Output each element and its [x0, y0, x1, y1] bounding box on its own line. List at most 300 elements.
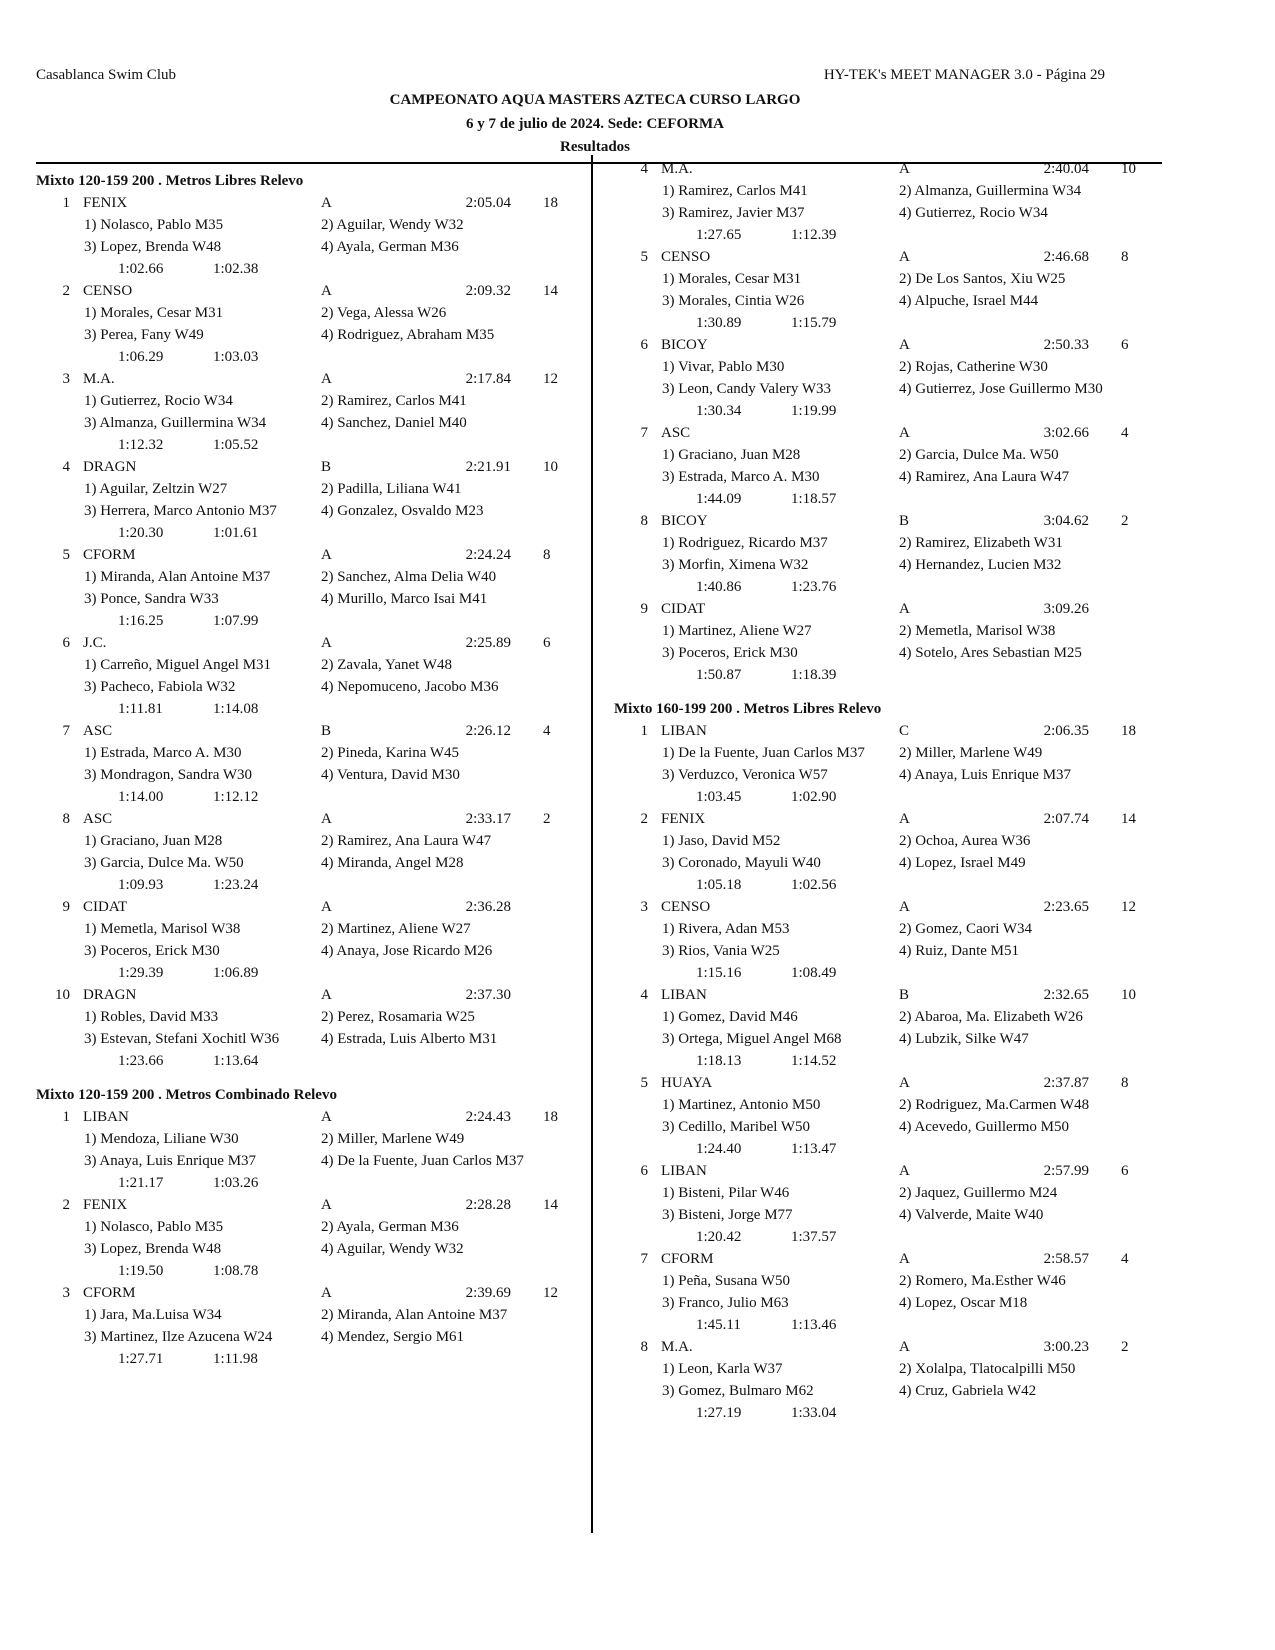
result-entry — [36, 368, 596, 456]
relay-letter: A — [899, 1251, 910, 1267]
final-time: 2:09.32 — [465, 283, 511, 299]
final-time: 2:58.57 — [1043, 1251, 1089, 1267]
points: 12 — [543, 1285, 558, 1301]
team-name: ASC — [83, 811, 113, 827]
points: 10 — [543, 459, 558, 475]
swimmer: 4) Ruiz, Dante M51 — [899, 943, 1019, 959]
relay-letter: A — [321, 1285, 332, 1301]
swimmer: 1) Peña, Susana W50 — [662, 1273, 791, 1289]
team-name: DRAGN — [83, 987, 137, 1003]
place: 2 — [62, 283, 70, 299]
place: 3 — [640, 899, 648, 915]
event-title: Mixto 120-159 200 . Metros Libres Relevo — [36, 173, 304, 189]
swimmer: 1) Miranda, Alan Antoine M37 — [84, 569, 271, 585]
result-entry — [614, 1160, 1174, 1248]
result-entry — [36, 984, 596, 1072]
relay-letter: A — [899, 601, 910, 617]
swimmer: 3) Bisteni, Jorge M77 — [662, 1207, 793, 1223]
relay-letter: A — [321, 1109, 332, 1125]
place: 4 — [62, 459, 70, 475]
split-time: 1:06.29 — [118, 349, 164, 365]
team-name: FENIX — [661, 811, 706, 827]
split-time: 1:15.79 — [791, 315, 837, 331]
place: 9 — [62, 899, 70, 915]
swimmer: 4) Gonzalez, Osvaldo M23 — [321, 503, 484, 519]
result-entry — [614, 334, 1174, 422]
points: 14 — [543, 283, 558, 299]
result-entry — [36, 1194, 596, 1282]
swimmer: 3) Rios, Vania W25 — [662, 943, 780, 959]
result-entry — [614, 1248, 1174, 1336]
swimmer: 2) Abaroa, Ma. Elizabeth W26 — [899, 1009, 1083, 1025]
place: 1 — [62, 1109, 70, 1125]
final-time: 2:26.12 — [465, 723, 511, 739]
split-time: 1:24.40 — [696, 1141, 742, 1157]
club-name: Casablanca Swim Club — [36, 67, 176, 83]
result-entry — [36, 896, 596, 984]
team-name: BICOY — [661, 337, 708, 353]
points: 12 — [1121, 899, 1136, 915]
points: 2 — [1121, 1339, 1129, 1355]
swimmer: 2) Padilla, Liliana W41 — [321, 481, 462, 497]
points: 4 — [1121, 1251, 1129, 1267]
team-name: LIBAN — [661, 723, 707, 739]
relay-letter: A — [899, 899, 910, 915]
swimmer: 3) Lopez, Brenda W48 — [84, 1241, 222, 1257]
result-entry — [36, 544, 596, 632]
split-time: 1:03.26 — [213, 1175, 259, 1191]
swimmer: 3) Almanza, Guillermina W34 — [84, 415, 267, 431]
split-time: 1:09.93 — [118, 877, 164, 893]
swimmer: 2) Pineda, Karina W45 — [321, 745, 460, 761]
points: 18 — [543, 195, 558, 211]
result-entry — [614, 896, 1174, 984]
relay-letter: A — [321, 635, 332, 651]
final-time: 2:32.65 — [1043, 987, 1089, 1003]
relay-letter: A — [899, 337, 910, 353]
swimmer: 3) Pacheco, Fabiola W32 — [84, 679, 236, 695]
split-time: 1:13.47 — [791, 1141, 837, 1157]
points: 10 — [1121, 987, 1136, 1003]
final-time: 3:00.23 — [1043, 1339, 1089, 1355]
swimmer: 1) Gomez, David M46 — [662, 1009, 798, 1025]
split-time: 1:02.66 — [118, 261, 164, 277]
swimmer: 4) Lopez, Israel M49 — [899, 855, 1026, 871]
final-time: 2:37.87 — [1043, 1075, 1089, 1091]
swimmer: 4) Ventura, David M30 — [321, 767, 460, 783]
relay-letter: A — [321, 283, 332, 299]
place: 6 — [62, 635, 70, 651]
final-time: 2:24.24 — [465, 547, 511, 563]
swimmer: 2) Ramirez, Carlos M41 — [321, 393, 467, 409]
team-name: FENIX — [83, 195, 128, 211]
place: 8 — [640, 513, 648, 529]
result-entry — [614, 984, 1174, 1072]
swimmer: 2) Ochoa, Aurea W36 — [899, 833, 1031, 849]
left-column — [36, 170, 596, 1370]
split-time: 1:30.89 — [696, 315, 742, 331]
final-time: 2:46.68 — [1043, 249, 1089, 265]
points: 4 — [1121, 425, 1129, 441]
swimmer: 4) Aguilar, Wendy W32 — [321, 1241, 464, 1257]
swimmer: 1) Rivera, Adan M53 — [662, 921, 790, 937]
split-time: 1:18.13 — [696, 1053, 742, 1069]
place: 7 — [640, 425, 648, 441]
result-entry — [36, 192, 596, 280]
points: 6 — [1121, 337, 1129, 353]
swimmer: 1) Robles, David M33 — [84, 1009, 219, 1025]
result-entry — [36, 1282, 596, 1370]
result-entry — [36, 1106, 596, 1194]
swimmer: 4) Estrada, Luis Alberto M31 — [321, 1031, 498, 1047]
relay-letter: B — [321, 459, 332, 475]
split-time: 1:27.71 — [118, 1351, 164, 1367]
team-name: M.A. — [83, 371, 115, 387]
final-time: 2:40.04 — [1043, 161, 1089, 177]
points: 8 — [1121, 249, 1129, 265]
relay-letter: A — [321, 1197, 332, 1213]
team-name: CENSO — [83, 283, 133, 299]
swimmer: 3) Perea, Fany W49 — [84, 327, 204, 343]
swimmer: 4) Acevedo, Guillermo M50 — [899, 1119, 1069, 1135]
swimmer: 2) Martinez, Aliene W27 — [321, 921, 471, 937]
place: 1 — [640, 723, 648, 739]
swimmer: 3) Coronado, Mayuli W40 — [662, 855, 821, 871]
place: 9 — [640, 601, 648, 617]
final-time: 2:24.43 — [465, 1109, 511, 1125]
place: 8 — [62, 811, 70, 827]
split-time: 1:27.65 — [696, 227, 742, 243]
final-time: 2:28.28 — [465, 1197, 511, 1213]
swimmer: 1) Bisteni, Pilar W46 — [662, 1185, 790, 1201]
points: 12 — [543, 371, 558, 387]
split-time: 1:30.34 — [696, 403, 742, 419]
swimmer: 2) Almanza, Guillermina W34 — [899, 183, 1082, 199]
swimmer: 2) Zavala, Yanet W48 — [321, 657, 452, 673]
swimmer: 4) Sanchez, Daniel M40 — [321, 415, 467, 431]
points: 2 — [543, 811, 551, 827]
split-time: 1:05.18 — [696, 877, 742, 893]
relay-letter: A — [321, 899, 332, 915]
swimmer: 3) Garcia, Dulce Ma. W50 — [84, 855, 244, 871]
split-time: 1:18.57 — [791, 491, 837, 507]
place: 4 — [640, 161, 648, 177]
points: 10 — [1121, 161, 1136, 177]
swimmer: 3) Morfin, Ximena W32 — [662, 557, 809, 573]
relay-letter: A — [321, 371, 332, 387]
split-time: 1:23.24 — [213, 877, 259, 893]
place: 1 — [62, 195, 70, 211]
place: 2 — [62, 1197, 70, 1213]
swimmer: 4) Gutierrez, Rocio W34 — [899, 205, 1048, 221]
split-time: 1:33.04 — [791, 1405, 837, 1421]
result-entry — [614, 422, 1174, 510]
final-time: 2:05.04 — [465, 195, 511, 211]
result-entry — [36, 720, 596, 808]
final-time: 2:33.17 — [465, 811, 511, 827]
team-name: CFORM — [83, 1285, 136, 1301]
split-time: 1:07.99 — [213, 613, 259, 629]
result-entry — [614, 1072, 1174, 1160]
place: 7 — [640, 1251, 648, 1267]
relay-letter: B — [899, 513, 910, 529]
swimmer: 1) Nolasco, Pablo M35 — [84, 217, 224, 233]
result-entry — [614, 720, 1174, 808]
place: 5 — [640, 249, 648, 265]
swimmer: 2) Sanchez, Alma Delia W40 — [321, 569, 497, 585]
split-time: 1:12.32 — [118, 437, 164, 453]
swimmer: 1) Morales, Cesar M31 — [84, 305, 224, 321]
result-entry — [614, 1336, 1174, 1424]
split-time: 1:18.39 — [791, 667, 837, 683]
swimmer: 3) Verduzco, Veronica W57 — [662, 767, 828, 783]
split-time: 1:40.86 — [696, 579, 742, 595]
relay-letter: A — [321, 811, 332, 827]
team-name: DRAGN — [83, 459, 137, 475]
swimmer: 4) Alpuche, Israel M44 — [899, 293, 1039, 309]
swimmer: 1) Morales, Cesar M31 — [662, 271, 802, 287]
points: 18 — [543, 1109, 558, 1125]
swimmer: 2) Miller, Marlene W49 — [899, 745, 1043, 761]
split-time: 1:20.30 — [118, 525, 164, 541]
relay-letter: A — [321, 195, 332, 211]
swimmer: 3) Anaya, Luis Enrique M37 — [84, 1153, 257, 1169]
team-name: CENSO — [661, 249, 711, 265]
swimmer: 1) De la Fuente, Juan Carlos M37 — [662, 745, 865, 761]
section-title: Resultados — [559, 139, 630, 155]
swimmer: 2) Jaquez, Guillermo M24 — [899, 1185, 1058, 1201]
relay-letter: A — [899, 425, 910, 441]
split-time: 1:20.42 — [696, 1229, 742, 1245]
split-time: 1:02.90 — [791, 789, 837, 805]
swimmer: 4) De la Fuente, Juan Carlos M37 — [321, 1153, 524, 1169]
final-time: 3:09.26 — [1043, 601, 1089, 617]
swimmer: 3) Franco, Julio M63 — [662, 1295, 789, 1311]
swimmer: 3) Lopez, Brenda W48 — [84, 239, 222, 255]
swimmer: 2) Memetla, Marisol W38 — [899, 623, 1056, 639]
swimmer: 1) Vivar, Pablo M30 — [662, 359, 785, 375]
split-time: 1:37.57 — [791, 1229, 837, 1245]
swimmer: 2) Garcia, Dulce Ma. W50 — [899, 447, 1059, 463]
split-time: 1:12.12 — [213, 789, 259, 805]
relay-letter: A — [899, 161, 910, 177]
swimmer: 4) Sotelo, Ares Sebastian M25 — [899, 645, 1082, 661]
swimmer: 3) Gomez, Bulmaro M62 — [662, 1383, 814, 1399]
swimmer: 1) Leon, Karla W37 — [662, 1361, 783, 1377]
result-entry — [36, 808, 596, 896]
swimmer: 2) Ramirez, Ana Laura W47 — [321, 833, 492, 849]
swimmer: 1) Martinez, Aliene W27 — [662, 623, 812, 639]
points: 8 — [1121, 1075, 1129, 1091]
team-name: CENSO — [661, 899, 711, 915]
swimmer: 2) Rodriguez, Ma.Carmen W48 — [899, 1097, 1090, 1113]
swimmer: 4) Ramirez, Ana Laura W47 — [899, 469, 1070, 485]
points: 4 — [543, 723, 551, 739]
split-time: 1:12.39 — [791, 227, 837, 243]
swimmer: 4) Lopez, Oscar M18 — [899, 1295, 1028, 1311]
swimmer: 4) Anaya, Luis Enrique M37 — [899, 767, 1072, 783]
result-entry — [36, 280, 596, 368]
relay-letter: A — [321, 547, 332, 563]
swimmer: 3) Poceros, Erick M30 — [662, 645, 798, 661]
swimmer: 4) Gutierrez, Jose Guillermo M30 — [899, 381, 1103, 397]
swimmer: 3) Herrera, Marco Antonio M37 — [84, 503, 277, 519]
final-time: 2:39.69 — [465, 1285, 511, 1301]
final-time: 2:25.89 — [465, 635, 511, 651]
split-time: 1:27.19 — [696, 1405, 742, 1421]
split-time: 1:15.16 — [696, 965, 742, 981]
team-name: FENIX — [83, 1197, 128, 1213]
final-time: 2:57.99 — [1043, 1163, 1089, 1179]
place: 2 — [640, 811, 648, 827]
meet-title: CAMPEONATO AQUA MASTERS AZTECA CURSO LARGO — [389, 92, 801, 108]
swimmer: 3) Poceros, Erick M30 — [84, 943, 220, 959]
swimmer: 4) Cruz, Gabriela W42 — [899, 1383, 1037, 1399]
team-name: LIBAN — [83, 1109, 129, 1125]
split-time: 1:23.76 — [791, 579, 837, 595]
swimmer: 3) Cedillo, Maribel W50 — [662, 1119, 811, 1135]
relay-letter: A — [899, 811, 910, 827]
right-column — [614, 158, 1174, 1424]
split-time: 1:19.99 — [791, 403, 837, 419]
swimmer: 3) Estrada, Marco A. M30 — [662, 469, 820, 485]
swimmer: 3) Ponce, Sandra W33 — [84, 591, 219, 607]
swimmer: 2) Vega, Alessa W26 — [321, 305, 447, 321]
swimmer: 4) Ayala, German M36 — [321, 239, 459, 255]
swimmer: 2) Miranda, Alan Antoine M37 — [321, 1307, 508, 1323]
swimmer: 1) Mendoza, Liliane W30 — [84, 1131, 239, 1147]
swimmer: 1) Ramirez, Carlos M41 — [662, 183, 808, 199]
swimmer: 1) Nolasco, Pablo M35 — [84, 1219, 224, 1235]
team-name: M.A. — [661, 161, 693, 177]
split-time: 1:03.45 — [696, 789, 742, 805]
meet-dates: 6 y 7 de julio de 2024. Sede: CEFORMA — [466, 116, 724, 132]
result-entry — [614, 808, 1174, 896]
swimmer: 2) Romero, Ma.Esther W46 — [899, 1273, 1066, 1289]
event-title: Mixto 160-199 200 . Metros Libres Relevo — [614, 701, 882, 717]
place: 3 — [62, 371, 70, 387]
event-title: Mixto 120-159 200 . Metros Combinado Relevo — [36, 1087, 337, 1103]
split-time: 1:02.56 — [791, 877, 837, 893]
relay-letter: A — [899, 1339, 910, 1355]
team-name: J.C. — [83, 635, 107, 651]
swimmer: 1) Aguilar, Zeltzin W27 — [84, 481, 228, 497]
swimmer: 1) Graciano, Juan M28 — [84, 833, 223, 849]
points: 18 — [1121, 723, 1136, 739]
team-name: CIDAT — [661, 601, 706, 617]
relay-letter: A — [899, 1075, 910, 1091]
swimmer: 4) Mendez, Sergio M61 — [321, 1329, 465, 1345]
split-time: 1:50.87 — [696, 667, 742, 683]
swimmer: 3) Ortega, Miguel Angel M68 — [662, 1031, 842, 1047]
swimmer: 2) Xolalpa, Tlatocalpilli M50 — [899, 1361, 1076, 1377]
software-page-label: HY-TEK's MEET MANAGER 3.0 - Página 29 — [823, 67, 1105, 83]
final-time: 2:07.74 — [1043, 811, 1089, 827]
relay-letter: A — [899, 249, 910, 265]
relay-letter: B — [321, 723, 332, 739]
points: 14 — [543, 1197, 558, 1213]
swimmer: 2) Perez, Rosamaria W25 — [321, 1009, 475, 1025]
swimmer: 3) Martinez, Ilze Azucena W24 — [84, 1329, 273, 1345]
points: 6 — [1121, 1163, 1129, 1179]
place: 7 — [62, 723, 70, 739]
swimmer: 2) Gomez, Caori W34 — [899, 921, 1033, 937]
swimmer: 1) Martinez, Antonio M50 — [662, 1097, 821, 1113]
place: 4 — [640, 987, 648, 1003]
split-time: 1:44.09 — [696, 491, 742, 507]
swimmer: 4) Valverde, Maite W40 — [899, 1207, 1044, 1223]
final-time: 3:02.66 — [1043, 425, 1089, 441]
split-time: 1:13.64 — [213, 1053, 259, 1069]
split-time: 1:45.11 — [696, 1317, 741, 1333]
swimmer: 1) Estrada, Marco A. M30 — [84, 745, 242, 761]
block-gap — [36, 1072, 596, 1084]
swimmer: 2) Ayala, German M36 — [321, 1219, 459, 1235]
split-time: 1:23.66 — [118, 1053, 164, 1069]
final-time: 2:23.65 — [1043, 899, 1089, 915]
place: 6 — [640, 337, 648, 353]
swimmer: 3) Leon, Candy Valery W33 — [662, 381, 831, 397]
result-entry — [36, 632, 596, 720]
split-time: 1:13.46 — [791, 1317, 837, 1333]
place: 8 — [640, 1339, 648, 1355]
split-time: 1:29.39 — [118, 965, 164, 981]
result-entry — [614, 510, 1174, 598]
team-name: LIBAN — [661, 987, 707, 1003]
team-name: CFORM — [83, 547, 136, 563]
final-time: 2:36.28 — [465, 899, 511, 915]
result-entry — [614, 158, 1174, 246]
swimmer: 2) Aguilar, Wendy W32 — [321, 217, 464, 233]
points: 2 — [1121, 513, 1129, 529]
split-time: 1:06.89 — [213, 965, 259, 981]
place: 5 — [62, 547, 70, 563]
relay-letter: A — [899, 1163, 910, 1179]
team-name: BICOY — [661, 513, 708, 529]
result-entry — [36, 456, 596, 544]
place: 6 — [640, 1163, 648, 1179]
swimmer: 1) Graciano, Juan M28 — [662, 447, 801, 463]
relay-letter: A — [321, 987, 332, 1003]
swimmer: 3) Mondragon, Sandra W30 — [84, 767, 253, 783]
split-time: 1:11.98 — [213, 1351, 258, 1367]
swimmer: 2) Miller, Marlene W49 — [321, 1131, 465, 1147]
swimmer: 1) Gutierrez, Rocio W34 — [84, 393, 233, 409]
swimmer: 1) Rodriguez, Ricardo M37 — [662, 535, 828, 551]
swimmer: 2) Ramirez, Elizabeth W31 — [899, 535, 1063, 551]
swimmer: 1) Jara, Ma.Luisa W34 — [84, 1307, 222, 1323]
team-name: CFORM — [661, 1251, 714, 1267]
place: 5 — [640, 1075, 648, 1091]
place: 3 — [62, 1285, 70, 1301]
relay-letter: B — [899, 987, 910, 1003]
swimmer: 4) Hernandez, Lucien M32 — [899, 557, 1062, 573]
swimmer: 3) Ramirez, Javier M37 — [662, 205, 805, 221]
split-time: 1:14.52 — [791, 1053, 837, 1069]
swimmer: 4) Lubzik, Silke W47 — [899, 1031, 1029, 1047]
split-time: 1:14.00 — [118, 789, 164, 805]
swimmer: 4) Rodriguez, Abraham M35 — [321, 327, 495, 343]
split-time: 1:19.50 — [118, 1263, 164, 1279]
swimmer: 2) Rojas, Catherine W30 — [899, 359, 1048, 375]
team-name: LIBAN — [661, 1163, 707, 1179]
split-time: 1:08.49 — [791, 965, 837, 981]
final-time: 2:37.30 — [465, 987, 511, 1003]
final-time: 2:21.91 — [465, 459, 511, 475]
points: 6 — [543, 635, 551, 651]
swimmer: 4) Miranda, Angel M28 — [321, 855, 464, 871]
split-time: 1:21.17 — [118, 1175, 164, 1191]
